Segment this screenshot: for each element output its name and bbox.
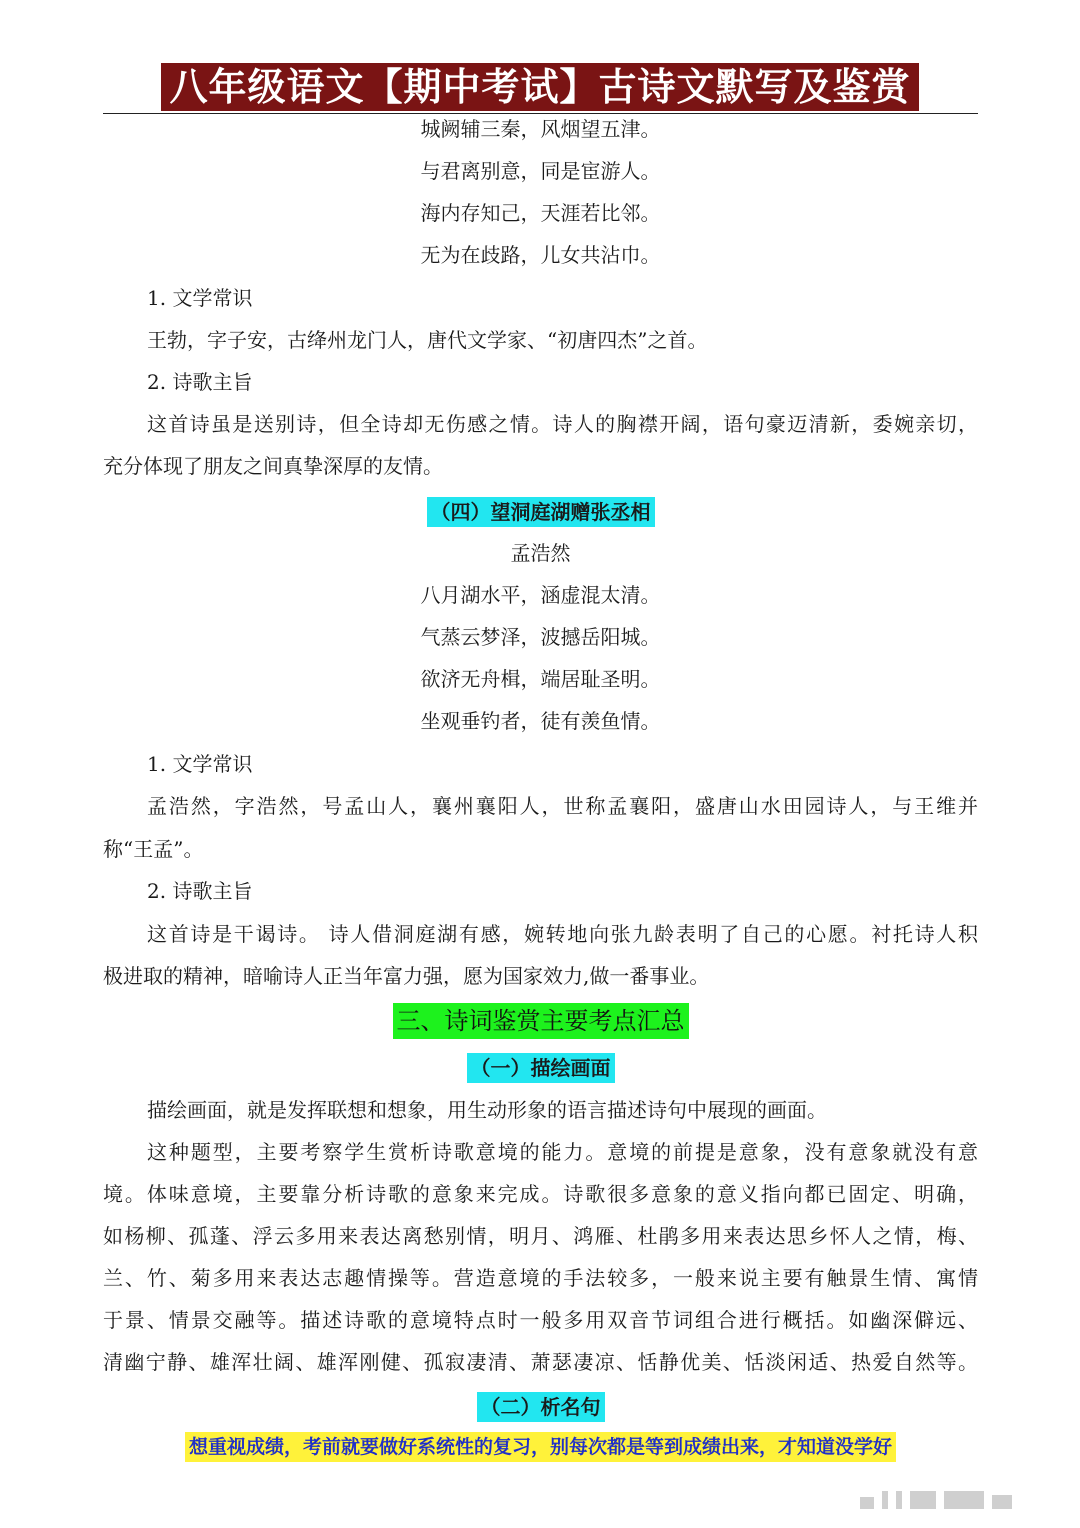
poem2-line-1: 八月湖水平，涵虚混太清。	[420, 583, 661, 607]
section3-p2-line-3: 如杨柳、孤蓬、浮云多用来表达离愁别情，明月、鸿雁、杜鹃多用来表达思乡怀人之情，梅、	[103, 1224, 978, 1248]
poem2-theme-text-2: 极进取的精神，暗喻诗人正当年富力强，愿为国家效力,做一番事业。	[103, 964, 710, 988]
poem1-theme-heading: 2. 诗歌主旨	[147, 370, 253, 394]
section3-sub2-heading: （二）析名句	[477, 1392, 605, 1422]
title-wrap	[0, 63, 1080, 111]
page-title: 八年级语文【期中考试】古诗文默写及鉴赏	[161, 63, 918, 111]
footer-banner-row	[103, 1425, 978, 1467]
poem2-heading: （四）望洞庭湖赠张丞相	[427, 497, 655, 527]
watermark-icons	[860, 1490, 1015, 1509]
bar-icon	[910, 1491, 936, 1509]
section3-sub2-heading-row	[103, 1386, 978, 1428]
bar-icon	[882, 1491, 888, 1509]
poem1-line-3: 海内存知己，天涯若比邻。	[420, 201, 661, 225]
section3-p2-line-1: 这种题型，主要考察学生赏析诗歌意境的能力。意境的前提是意象，没有意象就没有意	[147, 1140, 978, 1164]
poem2-knowledge-text-1: 孟浩然，字浩然，号孟山人，襄州襄阳人，世称孟襄阳，盛唐山水田园诗人，与王维并	[147, 794, 978, 818]
poem2-knowledge-text-2: 称“王孟”。	[103, 837, 204, 861]
bar-icon	[896, 1491, 902, 1509]
section3-p2-line-2: 境。体味意境，主要靠分析诗歌的意象来完成。诗歌很多意象的意义指向都已固定、明确，	[103, 1182, 978, 1206]
footer-banner: 想重视成绩，考前就要做好系统性的复习，别每次都是等到成绩出来，才知道没学好	[185, 1432, 896, 1462]
section3-p2-line-5: 于景、情景交融等。描述诗歌的意境特点时一般多用双音节词组合进行概括。如幽深僻远、	[103, 1308, 978, 1332]
poem1-line-1: 城阙辅三秦，风烟望五津。	[420, 117, 661, 141]
section3-heading-row	[103, 1001, 978, 1043]
section3-p1: 描绘画面，就是发挥联想和想象，用生动形象的语言描述诗句中展现的画面。	[147, 1098, 827, 1122]
bar-icon	[944, 1491, 984, 1509]
bar-icon	[860, 1497, 874, 1509]
poem1-knowledge-heading: 1. 文学常识	[147, 286, 253, 310]
section3-sub1-heading-row	[103, 1047, 978, 1089]
poem1-line-4: 无为在歧路，儿女共沾巾。	[420, 243, 661, 267]
poem1-theme-text-1: 这首诗虽是送别诗，但全诗却无伤感之情。诗人的胸襟开阔，语句豪迈清新，委婉亲切，	[147, 412, 978, 436]
bar-icon	[992, 1495, 1012, 1509]
section3-heading: 三、诗词鉴赏主要考点汇总	[393, 1003, 689, 1039]
poem2-line-3: 欲济无舟楫，端居耻圣明。	[420, 667, 661, 691]
poem2-heading-row	[103, 491, 978, 533]
poem2-line-2: 气蒸云梦泽，波撼岳阳城。	[420, 625, 661, 649]
section3-p2-line-6: 清幽宁静、雄浑壮阔、雄浑刚健、孤寂凄清、萧瑟凄凉、恬静优美、恬淡闲适、热爱自然等。	[103, 1350, 978, 1374]
poem1-knowledge-text: 王勃，字子安，古绛州龙门人，唐代文学家、“初唐四杰”之首。	[147, 328, 708, 352]
section3-p2-line-4: 兰、竹、菊多用来表达志趣情操等。营造意境的手法较多，一般来说主要有触景生情、寓情	[103, 1266, 978, 1290]
section3-sub1-heading: （一）描绘画面	[467, 1053, 615, 1083]
poem2-line-4: 坐观垂钓者，徒有羡鱼情。	[420, 709, 661, 733]
poem1-theme-text-2: 充分体现了朋友之间真挚深厚的友情。	[103, 454, 443, 478]
poem2-theme-text-1: 这首诗是干谒诗。 诗人借洞庭湖有感，婉转地向张九龄表明了自己的心愿。衬托诗人积	[147, 922, 978, 946]
poem1-line-2: 与君离别意，同是宦游人。	[420, 159, 661, 183]
poem2-theme-heading: 2. 诗歌主旨	[147, 879, 253, 903]
poem2-knowledge-heading: 1. 文学常识	[147, 752, 253, 776]
poem2-author: 孟浩然	[510, 541, 571, 565]
